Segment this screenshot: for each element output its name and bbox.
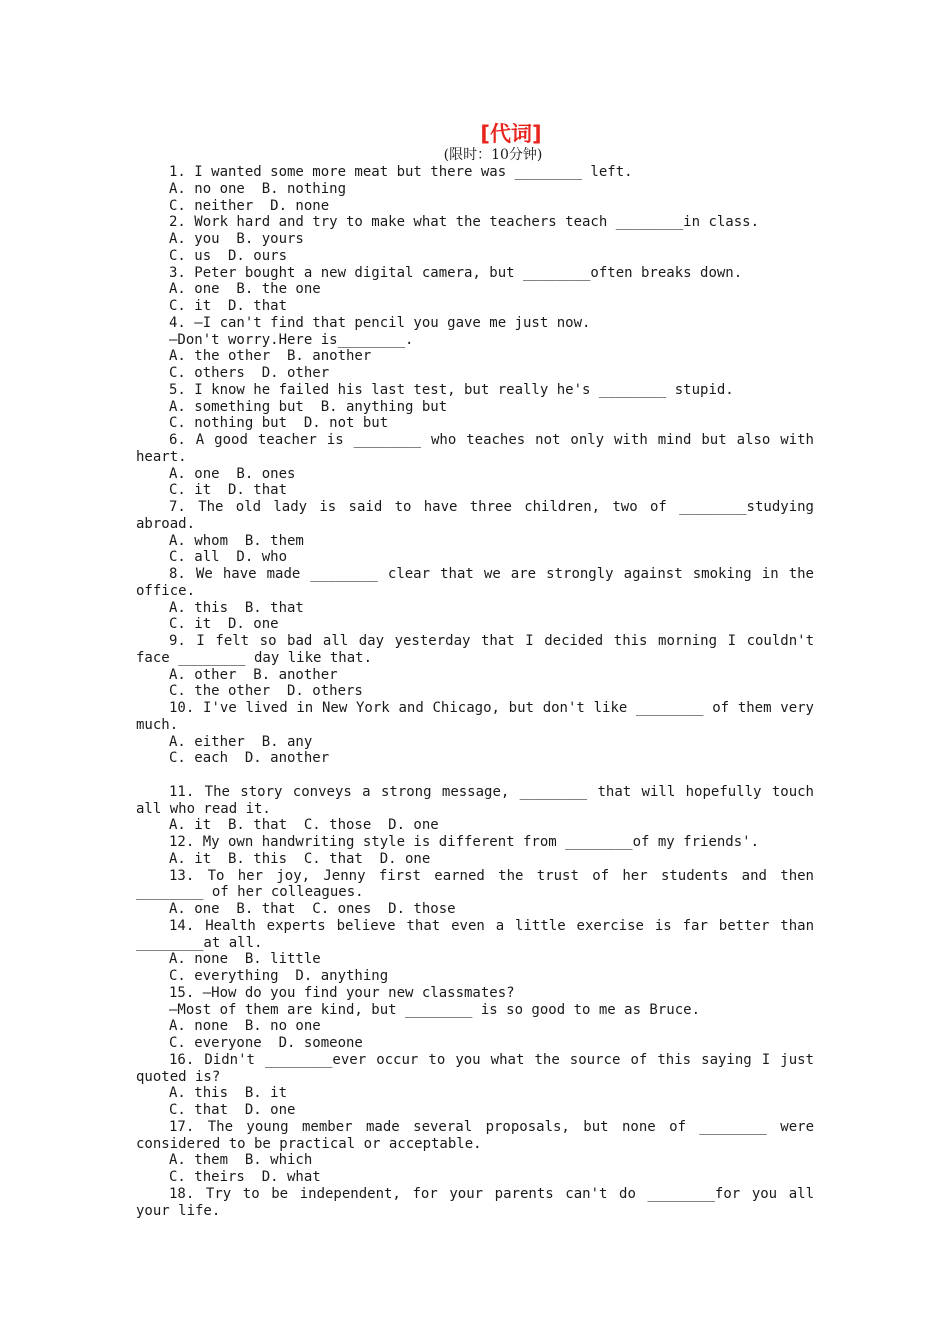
question-4-reply: —Don't worry.Here is________. bbox=[169, 331, 414, 348]
question-list bbox=[136, 164, 814, 1219]
question-8: 8. We have made ________ clear that we are strongly against smoking in the office. bbox=[136, 566, 814, 599]
question-4-options-a-b: A. the other B. another bbox=[169, 348, 372, 365]
question-10-options-c-d: C. each D. another bbox=[169, 750, 330, 767]
question-18: 18. Try to be independent, for your parents can't do ________for you all your life. bbox=[136, 1185, 814, 1219]
question-14: 14. Health experts believe that even a little exercise is far better than ________at all. bbox=[136, 917, 814, 951]
question-4-options-c-d: C. others D. other bbox=[169, 365, 330, 381]
time-limit-subtitle: (限时：10分钟) bbox=[443, 147, 543, 163]
question-10: 10. I've lived in New York and Chicago, but don't like ________ of them very much. bbox=[136, 700, 814, 733]
question-11: 11. The story conveys a strong message, ________ that will hopefully touch all who read it. bbox=[136, 783, 814, 817]
question-3-options-c-d: C. it D. that bbox=[169, 298, 288, 314]
question-7-options-c-d: C. all D. who bbox=[169, 549, 288, 566]
section-gap bbox=[136, 767, 814, 784]
question-10-options-a-b: A. either B. any bbox=[169, 733, 313, 750]
question-14-options-c-d: C. everything D. anything bbox=[169, 968, 389, 984]
question-14-options-a-b: A. none B. little bbox=[169, 951, 321, 968]
question-13: 13. To her joy, Jenny first earned the trust of her students and then ________ of her colleagues. bbox=[136, 867, 814, 901]
question-5-options-c-d: C. nothing but D. not but bbox=[169, 415, 389, 432]
question-17-options-c-d: C. theirs D. what bbox=[169, 1169, 321, 1185]
question-17-options-a-b: A. them B. which bbox=[169, 1152, 313, 1169]
question-3: 3. Peter bought a new digital camera, but ________often breaks down. bbox=[169, 264, 743, 281]
question-6-options-a-b: A. one B. ones bbox=[169, 465, 296, 482]
question-15-options-c-d: C. everyone D. someone bbox=[169, 1035, 363, 1051]
question-15-reply: —Most of them are kind, but ________ is so good to me as Bruce. bbox=[169, 1001, 701, 1018]
question-7-options-a-b: A. whom B. them bbox=[169, 532, 304, 549]
question-16-options-c-d: C. that D. one bbox=[169, 1102, 296, 1118]
question-9-options-a-b: A. other B. another bbox=[169, 666, 338, 683]
question-6-options-c-d: C. it D. that bbox=[169, 482, 288, 499]
question-12: 12. My own handwriting style is different from ________of my friends'. bbox=[169, 834, 760, 850]
question-11-options: A. it B. that C. those D. one bbox=[169, 817, 439, 834]
question-1-options-a-b: A. no one B. nothing bbox=[169, 180, 347, 197]
question-2-options-a-b: A. you B. yours bbox=[169, 231, 304, 247]
question-12-options: A. it B. this C. that D. one bbox=[169, 850, 431, 867]
question-1: 1. I wanted some more meat but there was ________ left. bbox=[169, 164, 633, 180]
question-8-options-a-b: A. this B. that bbox=[169, 599, 304, 616]
question-5: 5. I know he failed his last test, but really he's ________ stupid. bbox=[169, 381, 734, 398]
question-2: 2. Work hard and try to make what the teachers teach ________in class. bbox=[169, 214, 760, 231]
question-15: 15. —How do you find your new classmates? bbox=[169, 984, 515, 1001]
question-8-options-c-d: C. it D. one bbox=[169, 616, 279, 633]
question-1-options-c-d: C. neither D. none bbox=[169, 197, 330, 214]
question-7: 7. The old lady is said to have three children, two of ________studying abroad. bbox=[136, 499, 814, 532]
question-16: 16. Didn't ________ever occur to you what the source of this saying I just quoted is? bbox=[136, 1051, 814, 1085]
question-3-options-a-b: A. one B. the one bbox=[169, 281, 321, 298]
page-title: [代词] bbox=[480, 122, 542, 146]
question-9-options-c-d: C. the other D. others bbox=[169, 683, 363, 700]
question-17: 17. The young member made several proposals, but none of ________ were considered to be practical or acceptable. bbox=[136, 1118, 814, 1152]
question-4: 4. —I can't find that pencil you gave me just now. bbox=[169, 314, 591, 331]
question-6: 6. A good teacher is ________ who teaches not only with mind but also with heart. bbox=[136, 432, 814, 465]
question-15-options-a-b: A. none B. no one bbox=[169, 1018, 321, 1035]
question-5-options-a-b: A. something but B. anything but bbox=[169, 398, 448, 415]
question-13-options: A. one B. that C. ones D. those bbox=[169, 901, 456, 917]
question-2-options-c-d: C. us D. ours bbox=[169, 247, 288, 264]
question-16-options-a-b: A. this B. it bbox=[169, 1085, 288, 1102]
question-9: 9. I felt so bad all day yesterday that I decided this morning I couldn't face ________ day like that. bbox=[136, 633, 814, 666]
